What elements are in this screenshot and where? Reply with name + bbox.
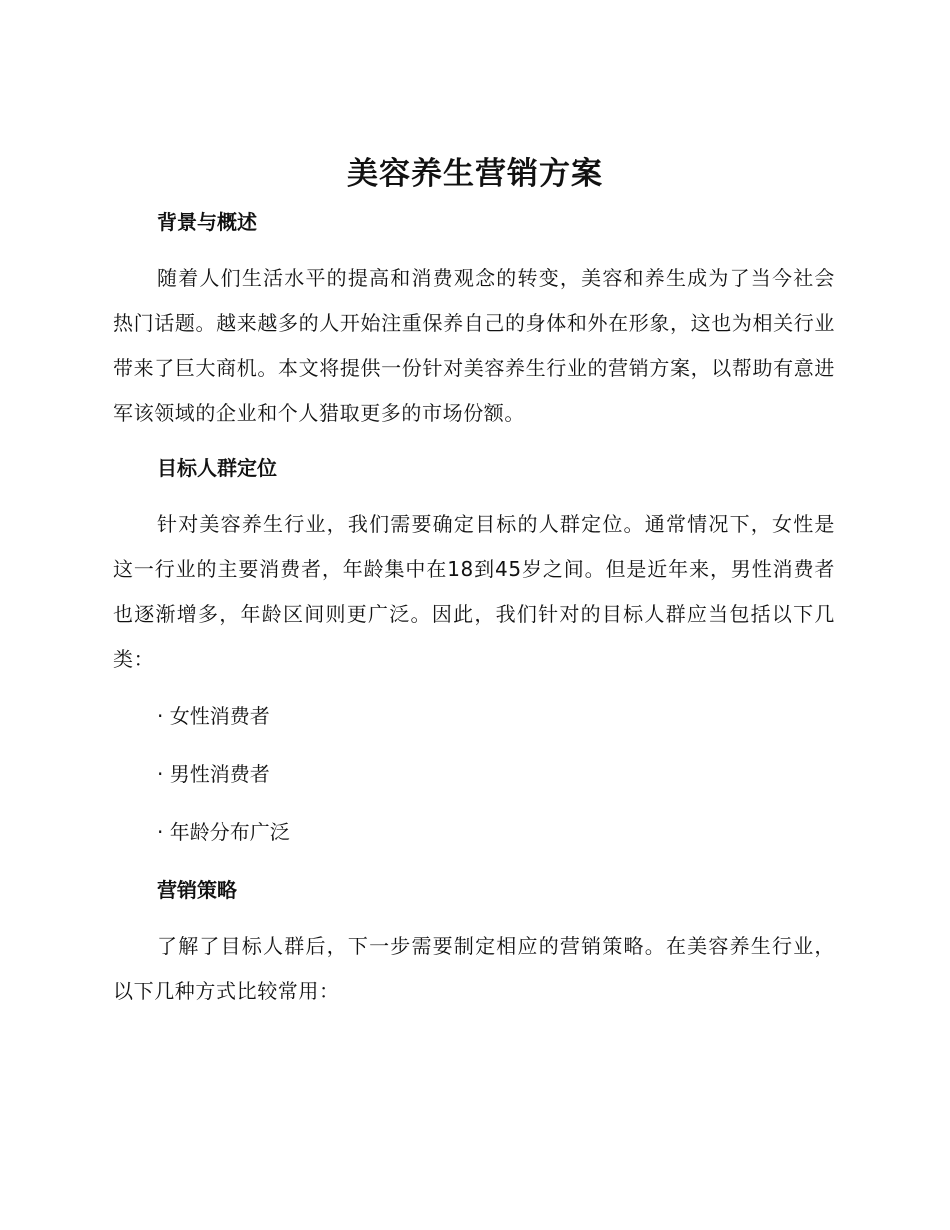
section-paragraph-background: 随着人们生活水平的提高和消费观念的转变，美容和养生成为了当今社会热门话题。越来越多的人开始注重保养自己的身体和外在形象，这也为相关行业带来了巨大商机。本文将提供一份针对美容养生行业的营销方案，以帮助有意进军该领域的企业和个人猎取更多的市场份额。 xyxy=(113,266,835,425)
section-paragraph-marketing-strategy: 了解了目标人群后，下一步需要制定相应的营销策略。在美容养生行业，以下几种方式比较常用： xyxy=(113,934,835,1003)
bullet-item-female: · 女性消费者 xyxy=(157,704,270,728)
section-heading-background: 背景与概述 xyxy=(157,210,257,234)
bullet-item-male: · 男性消费者 xyxy=(157,762,270,786)
section-heading-marketing-strategy: 营销策略 xyxy=(157,878,237,902)
document-title: 美容养生营销方案 xyxy=(347,156,603,192)
section-paragraph-target-audience: 针对美容养生行业，我们需要确定目标的人群定位。通常情况下，女性是这一行业的主要消费者，年龄集中在18到45岁之间。但是近年来，男性消费者也逐渐增多，年龄区间则更广泛。因此，我们针对的目标人群应当包括以下几类： xyxy=(113,512,835,671)
bullet-item-age: · 年龄分布广泛 xyxy=(157,820,290,844)
section-heading-target-audience: 目标人群定位 xyxy=(157,456,277,480)
document-body xyxy=(113,198,835,1014)
